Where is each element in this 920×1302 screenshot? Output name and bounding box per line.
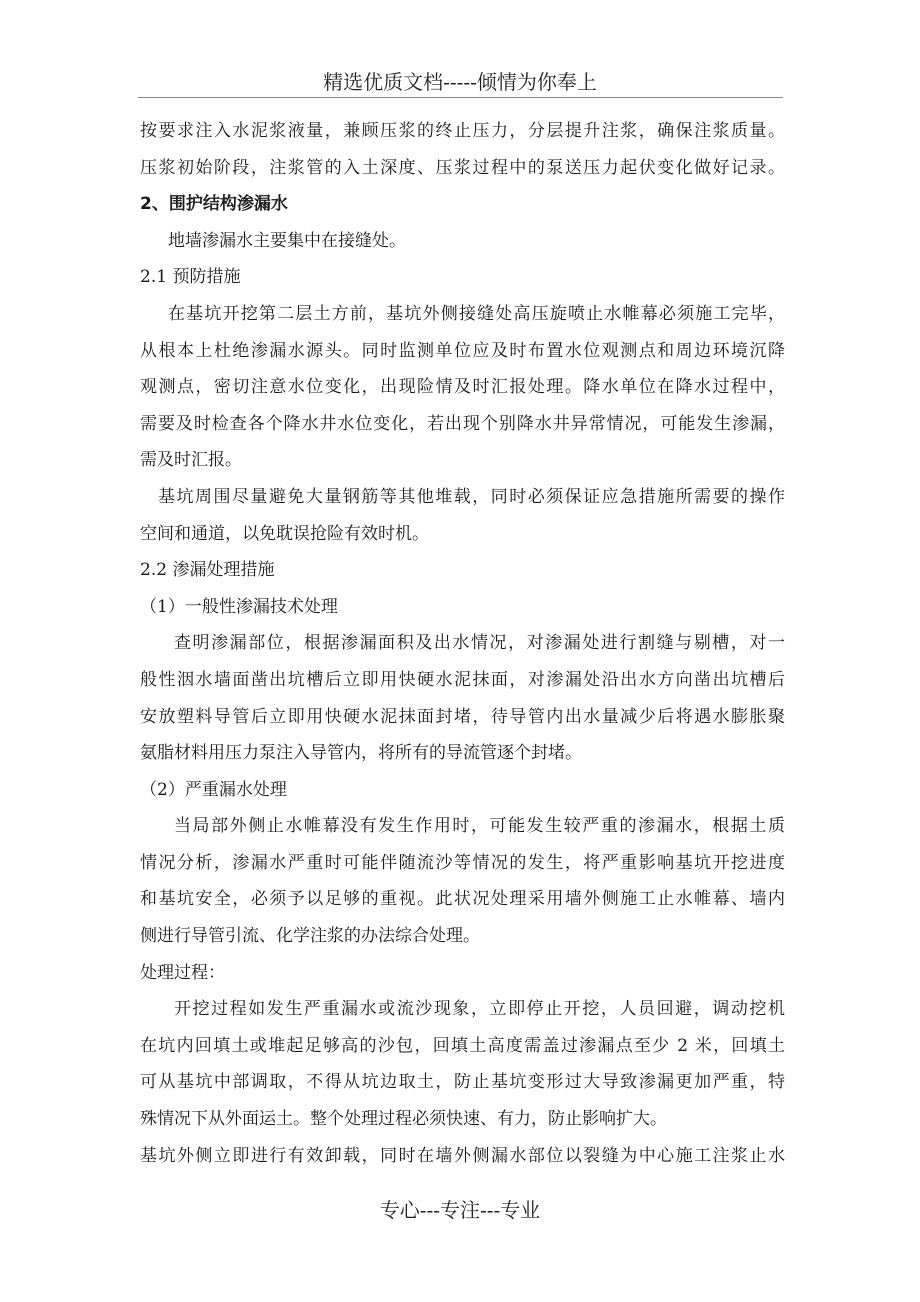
paragraph-line: 侧进行导管引流、化学注浆的办法综合处理。 — [140, 926, 480, 947]
paragraph-line: 基坑外侧立即进行有效卸载，同时在墙外侧漏水部位以裂缝为中心施工注浆止水 — [140, 1145, 785, 1166]
process-label: 处理过程： — [140, 962, 225, 983]
paragraph-line: 查明渗漏部位，根据渗漏面积及出水情况，对渗漏处进行割缝与剔槽，对一 — [174, 633, 785, 654]
paragraph-line: 需要及时检查各个降水井水位变化，若出现个别降水井异常情况，可能发生渗漏， — [140, 413, 785, 434]
paragraph-line: 基坑周围尽量避免大量钢筋等其他堆载，同时必须保证应急措施所需要的操作 — [158, 486, 785, 507]
paragraph-line: 空间和通道，以免耽误抢险有效时机。 — [140, 523, 429, 544]
subsection-heading: 2.2 渗漏处理措施 — [140, 560, 275, 581]
paragraph-line: 氨脂材料用压力泵注入导管内，将所有的导流管逐个封堵。 — [140, 743, 582, 764]
paragraph-line: 需及时汇报。 — [140, 450, 242, 471]
paragraph-line: 在基坑开挖第二层土方前，基坑外侧接缝处高压旋喷止水帷幕必须施工完毕， — [168, 303, 785, 324]
paragraph-line: 按要求注入水泥浆液量，兼顾压浆的终止压力，分层提升注浆，确保注浆质量。 — [140, 121, 785, 141]
section-heading: 2、围护结构渗漏水 — [140, 194, 288, 215]
paragraph-line: 安放塑料导管后立即用快硬水泥抹面封堵，待导管内出水量减少后将遇水膨胀聚 — [140, 706, 785, 727]
paragraph-line: 压浆初始阶段，注浆管的入土深度、压浆过程中的泵送压力起伏变化做好记录。 — [140, 157, 785, 178]
paragraph-line: 当局部外侧止水帷幕没有发生作用时，可能发生较严重的渗漏水，根据土质 — [174, 816, 785, 837]
paragraph-line: 般性洇水墙面凿出坑槽后立即用快硬水泥抹面，对渗漏处沿出水方向凿出坑槽后 — [140, 669, 785, 690]
paragraph-line: 从根本上杜绝渗漏水源头。同时监测单位应及时布置水位观测点和周边环境沉降 — [140, 340, 785, 361]
item-heading: （2）严重漏水处理 — [140, 779, 287, 800]
page-footer: 专心---专注---专业 — [379, 1198, 541, 1222]
paragraph-line: 可从基坑中部调取，不得从坑边取土，防止基坑变形过大导致渗漏更加严重，特 — [140, 1072, 785, 1093]
paragraph-line: 和基坑安全，必须予以足够的重视。此状况处理采用墙外侧施工止水帷幕、墙内 — [140, 889, 785, 910]
paragraph-line: 地墙渗漏水主要集中在接缝处。 — [168, 230, 406, 251]
document-body — [140, 113, 785, 1174]
subsection-heading: 2.1 预防措施 — [140, 267, 241, 288]
paragraph-line: 在坑内回填土或堆起足够高的沙包，回填土高度需盖过渗漏点至少 2 米，回填土 — [140, 1035, 785, 1056]
paragraph-line: 开挖过程如发生严重漏水或流沙现象，立即停止开挖，人员回避，调动挖机 — [174, 999, 785, 1020]
paragraph-line: 观测点，密切注意水位变化，出现险情及时汇报处理。降水单位在降水过程中， — [140, 377, 785, 398]
paragraph-line: 情况分析，渗漏水严重时可能伴随流沙等情况的发生，将严重影响基坑开挖进度 — [140, 852, 785, 873]
header-divider — [138, 97, 783, 98]
paragraph-line: 殊情况下从外面运土。整个处理过程必须快速、有力，防止影响扩大。 — [140, 1109, 667, 1130]
page-header: 精选优质文档-----倾情为你奉上 — [323, 70, 597, 94]
item-heading: （1）一般性渗漏技术处理 — [140, 596, 338, 617]
